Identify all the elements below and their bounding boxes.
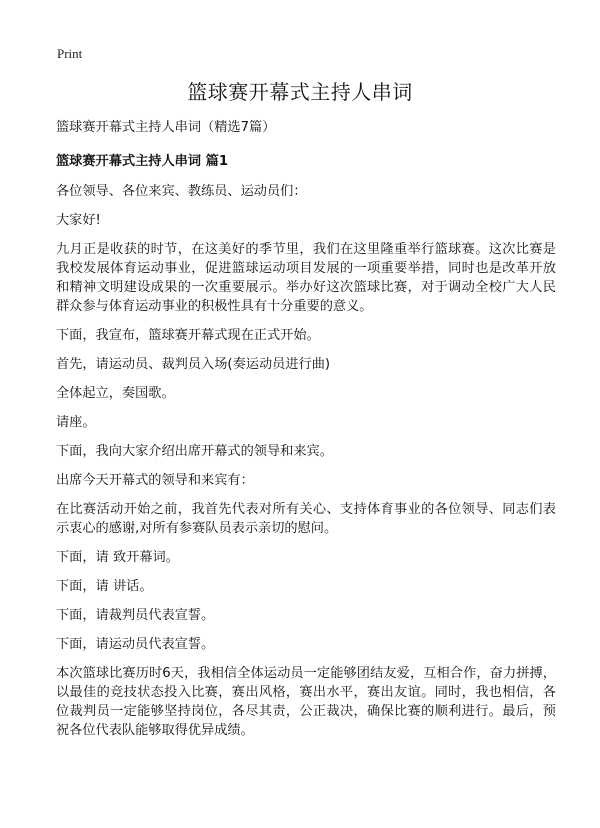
paragraph-opening-speech: 下面，请 致开幕词。 xyxy=(56,550,179,565)
section-heading: 篮球赛开幕式主持人串词 篇1 xyxy=(56,154,229,169)
paragraph-hello: 大家好! xyxy=(56,213,101,228)
paragraph-intro: 九月正是收获的时节，在这美好的季节里，我们在这里隆重举行篮球赛。这次比赛是我校发展体育运动事业，促进篮球运动项目发展的一项重要举措，同时也是改革开放和精神文明建设成果的一次重要展示。举办好这次篮球比赛，对于调动全校广大人民群众参与体育运动事业的积极性具有十分重要的意义。 xyxy=(56,242,556,314)
paragraph-speech: 下面，请 讲话。 xyxy=(56,579,153,594)
document-body xyxy=(56,118,556,750)
paragraph-guests-list: 出席今天开幕式的领导和来宾有： xyxy=(56,473,254,488)
paragraph-thanks: 在比赛活动开始之前，我首先代表对所有关心、支持体育事业的各位领导、同志们表示衷心的感谢,对所有参赛队员表示亲切的慰问。 xyxy=(56,502,556,536)
document-title: 篮球赛开幕式主持人串词 xyxy=(187,80,413,104)
paragraph-athlete-oath: 下面，请运动员代表宣誓。 xyxy=(56,637,215,652)
paragraph-referee-oath: 下面，请裁判员代表宣誓。 xyxy=(56,608,215,623)
paragraph-anthem: 全体起立，奏国歌。 xyxy=(56,386,175,401)
paragraph-introduce-guests: 下面，我向大家介绍出席开幕式的领导和来宾。 xyxy=(56,444,333,459)
paragraph-announce: 下面，我宣布，篮球赛开幕式现在正式开始。 xyxy=(56,328,320,343)
paragraph-entrance: 首先，请运动员、裁判员入场(奏运动员进行曲) xyxy=(56,357,331,372)
print-link[interactable]: Print xyxy=(57,46,83,61)
paragraph-greeting: 各位领导、各位来宾、教练员、运动员们： xyxy=(56,184,307,199)
paragraph-closing: 本次篮球比赛历时6天，我相信全体运动员一定能够团结友爱，互相合作，奋力拼搏，以最佳的竞技状态投入比赛，赛出风格，赛出水平，赛出友谊。同时，我也相信，各位裁判员一定能够坚持岗位，各尽其责，公正裁决，确保比赛的顺利进行。最后，预祝各位代表队能够取得优异成绩。 xyxy=(56,666,556,738)
document-subtitle: 篮球赛开幕式主持人串词（精选7篇） xyxy=(56,120,276,135)
paragraph-be-seated: 请座。 xyxy=(56,415,96,430)
